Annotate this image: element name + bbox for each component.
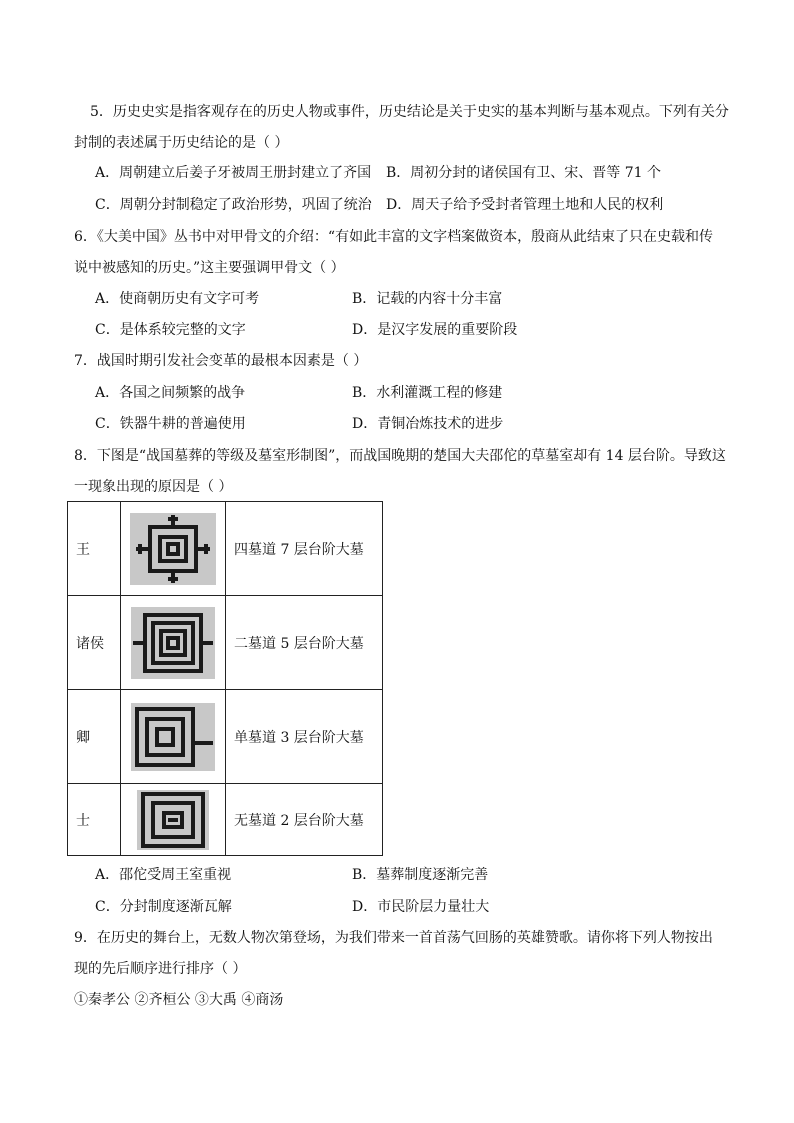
q6-stem-line1: 6．《大美中国》丛书中对甲骨文的介绍：“有如此丰富的文字档案做资本，殷商从此结束了只在史载和传 — [74, 229, 714, 245]
q5-stem-line2: 封制的表述属于历史结论的是（ ） — [74, 135, 289, 151]
table-row — [68, 690, 383, 784]
tomb-four-passage-icon — [130, 513, 216, 585]
q7-option-a: A．各国之间频繁的战争 — [95, 385, 246, 401]
q7-option-c: C．铁器牛耕的普遍使用 — [95, 416, 246, 432]
q9-stem-line2: 现的先后顺序进行排序（ ） — [74, 961, 247, 977]
q6-option-c: C．是体系较完整的文字 — [95, 322, 246, 338]
q6-option-d: D．是汉字发展的重要阶段 — [352, 322, 518, 338]
q9-items: ①秦孝公 ②齐桓公 ③大禹 ④商汤 — [74, 992, 284, 1008]
q8-option-a: A．邵佗受周王室重视 — [95, 867, 232, 883]
tomb-two-passage-icon — [131, 607, 215, 679]
tomb-rank-table — [67, 501, 383, 856]
q5-option-b: B．周初分封的诸侯国有卫、宋、晋等 71 个 — [386, 165, 662, 181]
q8-option-d: D．市民阶层力量壮大 — [352, 899, 490, 915]
q6-option-b: B．记载的内容十分丰富 — [352, 291, 503, 307]
table-row — [68, 502, 383, 596]
q9-stem-line1: 9．在历史的舞台上，无数人物次第登场，为我们带来一首首荡气回肠的英雄赞歌。请你将下列人物按出 — [74, 930, 713, 946]
q7-stem-line1: 7．战国时期引发社会变革的最根本因素是（ ） — [74, 353, 368, 369]
q8-option-c: C．分封制度逐渐瓦解 — [95, 899, 232, 915]
q7-option-d: D．青铜冶炼技术的进步 — [352, 416, 504, 432]
tomb-desc-cell: 无墓道 2 层台阶大墓 — [226, 784, 383, 856]
q8-stem-line2: 一现象出现的原因是（ ） — [74, 479, 233, 495]
q5-option-c: C．周朝分封制稳定了政治形势，巩固了统治 — [95, 197, 372, 213]
q8-option-b: B．墓葬制度逐渐完善 — [352, 867, 489, 883]
rank-cell: 诸侯 — [68, 596, 121, 690]
tomb-image-cell — [121, 690, 226, 784]
q8-stem-line1: 8．下图是“战国墓葬的等级及墓室形制图”，而战国晚期的楚国大夫邵佗的草墓室却有 14 层台阶。导致这 — [74, 448, 726, 464]
tomb-image-cell — [121, 596, 226, 690]
tomb-image-cell — [121, 784, 226, 856]
tomb-no-passage-icon — [137, 790, 209, 850]
q5-stem-line1: 5．历史史实是指客观存在的历史人物或事件，历史结论是关于史实的基本判断与基本观点。下列有关分 — [90, 104, 729, 120]
q7-option-b: B．水利灌溉工程的修建 — [352, 385, 503, 401]
table-row — [68, 784, 383, 856]
tomb-desc-cell: 单墓道 3 层台阶大墓 — [226, 690, 383, 784]
tomb-desc-cell: 四墓道 7 层台阶大墓 — [226, 502, 383, 596]
tomb-image-cell — [121, 502, 226, 596]
table-row — [68, 596, 383, 690]
tomb-desc-cell: 二墓道 5 层台阶大墓 — [226, 596, 383, 690]
q5-option-a: A．周朝建立后姜子牙被周王册封建立了齐国 — [95, 165, 372, 181]
tomb-single-passage-icon — [131, 703, 215, 771]
q5-option-d: D．周天子给予受封者管理土地和人民的权利 — [386, 197, 664, 213]
rank-cell: 士 — [68, 784, 121, 856]
rank-cell: 卿 — [68, 690, 121, 784]
q6-stem-line2: 说中被感知的历史。”这主要强调甲骨文（ ） — [74, 260, 345, 276]
q6-option-a: A．使商朝历史有文字可考 — [95, 291, 260, 307]
rank-cell: 王 — [68, 502, 121, 596]
